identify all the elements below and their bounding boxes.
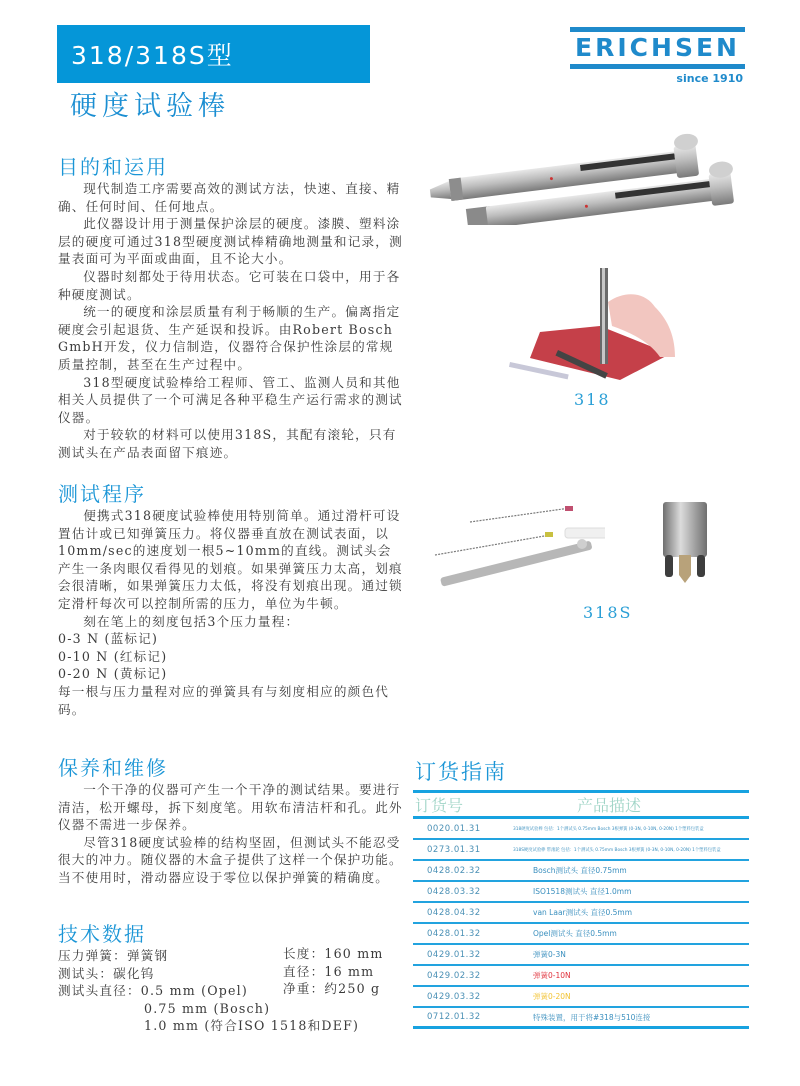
order-number: 0429.01.32 <box>427 949 481 960</box>
product-desc: Bosch测试头 直径0.75mm <box>533 866 627 875</box>
procedure-closing: 每一根与压力量程对应的弹簧具有与刻度相应的颜色代码。 <box>58 683 390 717</box>
pens-photo <box>420 125 750 225</box>
table-row <box>413 903 749 924</box>
product-desc: 318S硬度试验棒 带滚轮 包括：1个测试头 0.75mm Bosch 3根弹簧 (0-3N, 0-10N, 0-20N) 1个塑料包装盒 <box>513 847 721 853</box>
col-product-desc: 产品描述 <box>576 796 641 815</box>
product-desc: 318硬度试验棒 包括：1个测试头 0.75mm Bosch 3根弹簧 (0-3N, 0-10N, 0-20N) 1个塑料包装盒 <box>513 826 704 832</box>
product-name: 硬度试验棒 <box>70 91 230 122</box>
order-number: 0428.01.32 <box>427 928 481 939</box>
tech-heading: 技术数据 <box>58 922 146 946</box>
order-table <box>413 790 749 1029</box>
erichsen-logo <box>570 27 745 87</box>
logo-bar-bottom <box>570 64 745 69</box>
caption-318s: 318S <box>583 603 633 622</box>
product-desc: 弹簧0-3N <box>533 950 566 959</box>
table-row <box>413 924 749 945</box>
table-row <box>413 861 749 882</box>
tech-specs-right <box>283 945 384 998</box>
spec-tip-diameter: 测试头直径：0.5 mm (Opel) <box>58 983 248 999</box>
purpose-paragraph: 对于较软的材料可以使用318S，其配有滚轮，只有测试头在产品表面留下痕迹。 <box>58 427 397 460</box>
spec-tip-diameter-3: 1.0 mm (符合ISO 1518和DEF) <box>144 1018 360 1034</box>
product-desc: 弹簧0-10N <box>533 971 571 980</box>
table-row <box>413 966 749 987</box>
318s-parts-photo <box>425 500 605 595</box>
logo-bar-top <box>570 27 745 32</box>
range-yellow: 0-20 N (黄标记) <box>58 666 168 682</box>
table-row <box>413 945 749 966</box>
order-number: 0273.01.31 <box>427 844 481 855</box>
product-desc: 特殊装置，用于将#318与510连接 <box>533 1012 651 1022</box>
title-banner <box>57 25 370 83</box>
purpose-paragraph: 仪器时刻都处于待用状态。它可装在口袋中，用于各种硬度测试。 <box>58 268 401 302</box>
maintenance-paragraph: 一个干净的仪器可产生一个干净的测试结果。要进行清洁，松开螺母，拆下刻度笔。用软布清洁杆和孔。此外仪器不需进一步保养。 <box>58 782 403 833</box>
range-red: 0-10 N (红标记) <box>58 648 168 664</box>
318s-roller-head-photo <box>655 497 715 587</box>
table-row <box>413 1008 749 1029</box>
order-heading: 订货指南 <box>415 760 507 784</box>
spec-tip-diameter-2: 0.75 mm (Bosch) <box>144 1000 271 1016</box>
spec-tip: 测试头：碳化钨 <box>58 965 155 981</box>
product-desc: ISO1518测试头 直径1.0mm <box>533 887 632 896</box>
spec-length: 长度：160 mm <box>283 946 384 961</box>
order-number: 0429.03.32 <box>427 991 481 1002</box>
order-number: 0428.04.32 <box>427 907 481 918</box>
range-blue: 0-3 N (蓝标记) <box>58 631 159 647</box>
table-row <box>413 840 749 861</box>
purpose-heading: 目的和运用 <box>58 155 168 179</box>
spec-weight: 净重：约250 g <box>283 981 381 997</box>
product-desc: van Laar测试头 直径0.5mm <box>533 908 633 917</box>
caption-318: 318 <box>574 390 611 409</box>
maintenance-body <box>58 781 403 887</box>
order-table-header <box>413 790 749 819</box>
col-order-number: 订货号 <box>415 796 464 815</box>
purpose-paragraph: 318型硬度试验棒给工程师、管工、监测人员和其他相关人员提供了一个可满足各种平稳生产运行需求的测试仪器。 <box>58 374 403 425</box>
purpose-paragraph: 此仪器设计用于测量保护涂层的硬度。漆膜、塑料涂层的硬度可通过318型硬度测试棒精确地测量和记录，测量表面可为平面或曲面，且不论大小。 <box>58 216 403 267</box>
spec-spring: 压力弹簧：弹簧钢 <box>58 948 169 963</box>
purpose-paragraph: 现代制造工序需要高效的测试方法，快速、直接、精确、任何时间、任何地点。 <box>58 181 401 214</box>
table-row <box>413 819 749 840</box>
product-desc: Opel测试头 直径0.5mm <box>533 929 617 938</box>
in-use-photo <box>500 262 700 382</box>
logo-wordmark: ERICHSEN <box>575 33 740 62</box>
order-number: 0428.02.32 <box>427 865 481 876</box>
procedure-paragraph: 便携式318硬度试验棒使用特别简单。通过滑杆可设置估计或已知弹簧压力。将仪器垂直放在测试表面，以10mm/sec的速度划一根5~10mm的直线。测试头会产生一条肉眼仅看得见的划痕。如果弹簧压力太高，划痕会很清晰，如果弹簧压力太低，将没有划痕出现。通过锁定滑杆每次可以控制所需的压力，单位为牛顿。 <box>58 508 403 611</box>
order-number: 0020.01.31 <box>427 823 481 834</box>
purpose-paragraph: 统一的硬度和涂层质量有利于畅顺的生产。偏离指定硬度会引起退货、生产延误和投诉。由Robert Bosch GmbH开发，仪力信制造，仪器符合保护性涂层的常规质量控制，甚至在生产过程中。 <box>58 304 401 372</box>
table-row <box>413 987 749 1008</box>
product-desc: 弹簧0-20N <box>533 992 571 1001</box>
procedure-body <box>58 507 403 718</box>
order-number: 0712.01.32 <box>427 1012 481 1022</box>
procedure-paragraph: 刻在笔上的刻度包括3个压力量程： <box>83 613 300 629</box>
maintenance-paragraph: 尽管318硬度试验棒的结构坚固，但测试头不能忍受很大的冲力。随仪器的木盒子提供了这样一个保护功能。当不使用时，滑动器应设于零位以保护弹簧的精确度。 <box>58 834 403 885</box>
logo-tagline: since 1910 <box>676 72 743 85</box>
order-number: 0429.02.32 <box>427 970 481 981</box>
maintenance-heading: 保养和维修 <box>58 756 168 780</box>
order-number: 0428.03.32 <box>427 886 481 897</box>
spec-diameter: 直径：16 mm <box>283 963 375 979</box>
purpose-body <box>58 180 403 462</box>
model-title: 318/318S型 <box>71 41 234 70</box>
table-row <box>413 882 749 903</box>
procedure-heading: 测试程序 <box>58 482 146 506</box>
